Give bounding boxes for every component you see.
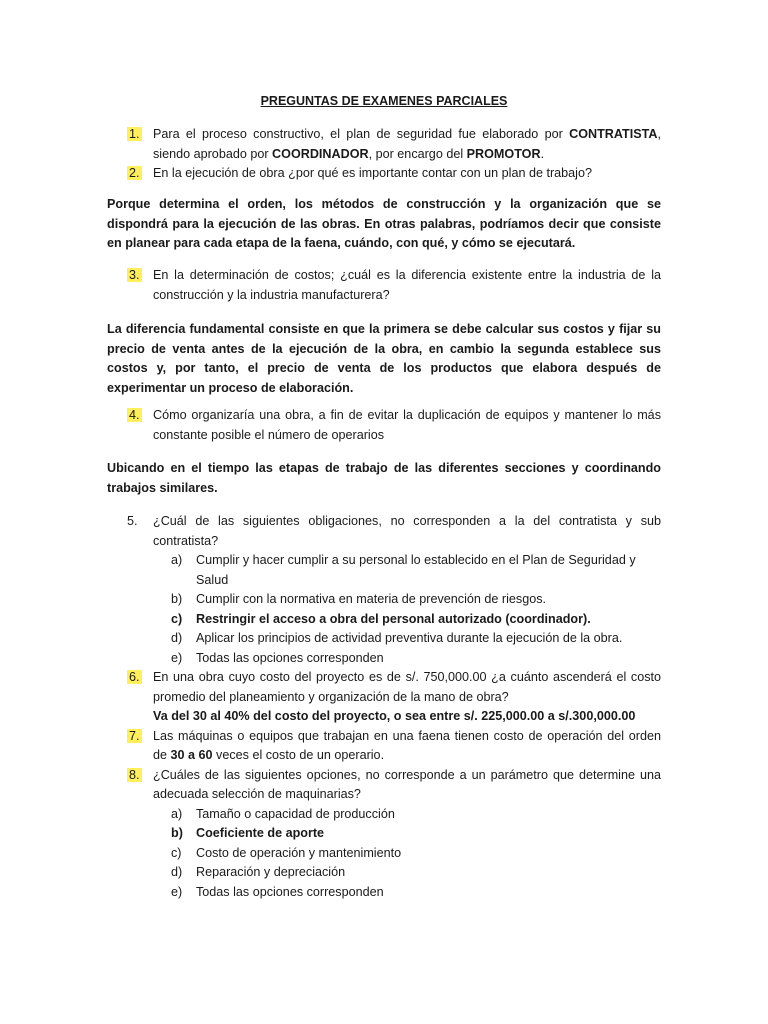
option-letter: b) [171,592,183,606]
question-number: 6. [129,670,140,684]
question-number: 1. [129,127,140,141]
option-a [171,551,661,590]
option-text: Restringir el acceso a obra del personal autorizado (coordinador). [196,611,591,626]
answer-3: La diferencia fundamental consiste en que la primera se debe calcular sus costos y fijar su precio de venta antes de la ejecución de la obra, en cambio la segunda establece sus costos y, por tanto, el precio de venta de los productos que elabora después de experimentar un proceso de elaboración. [107,322,661,395]
option-letter: a) [171,553,183,567]
question-text: , por encargo del [368,146,467,161]
question-text: En una obra cuyo costo del proyecto es de s/. 750,000.00 ¿a cuánto ascenderá el costo promedio del planeamiento y organización de la mano de obra? [153,670,661,704]
bold-term: 30 a 60 [170,748,213,762]
option-text: Reparación y depreciación [196,865,346,879]
question-text: . [540,146,545,161]
document-title: PREGUNTAS DE EXAMENES PARCIALES [260,94,508,108]
answer-2: Porque determina el orden, los métodos de construcción y la organización que se dispondrá para la ejecución de las obras. En otras palabras, podríamos decir que consiste en planear para cada etapa de la faena, cuándo, con qué, y cómo se ejecutará. [107,197,661,250]
question-2 [107,164,661,184]
question-number: 2. [129,166,140,180]
option-b [171,590,661,610]
option-c [171,844,661,864]
option-letter: e) [171,884,183,899]
option-letter: c) [171,611,183,626]
option-text: Tamaño o capacidad de producción [196,806,395,821]
question-text: Las máquinas o equipos que trabajan en una faena tienen costo de operación del orden de [153,728,661,762]
options-list [107,805,661,903]
question-text: Para el proceso constructivo, el plan de seguridad fue elaborado por [153,127,570,141]
question-text: Cómo organizaría una obra, a fin de evitar la duplicación de equipos y mantener lo más constante posible el número de operarios [153,408,661,442]
option-e [171,649,661,669]
option-e [171,883,661,903]
option-letter: e) [171,650,183,665]
option-text: Aplicar los principios de actividad preventiva durante la ejecución de la obra. [196,631,623,645]
question-text: veces el costo de un operario. [212,748,385,762]
option-b [171,824,661,844]
option-c [171,610,661,630]
option-text: Todas las opciones corresponden [196,884,384,899]
question-4 [107,406,661,445]
question-text: ¿Cuál de las siguientes obligaciones, no corresponden a la del contratista y sub contratista? [153,514,661,548]
answer-6: Va del 30 al 40% del costo del proyecto, o sea entre s/. 225,000.00 a s/.300,000.00 [153,709,636,723]
question-5 [107,512,661,902]
option-text: Coeficiente de aporte [196,826,325,840]
option-text: Todas las opciones corresponden [196,650,384,665]
question-text: En la determinación de costos; ¿cuál es la diferencia existente entre la industria de la construcción y la industria manufacturera? [153,268,661,302]
option-d [171,863,661,883]
option-text: Cumplir con la normativa en materia de prevención de riesgos. [196,592,546,606]
question-7 [107,727,661,766]
question-text: , siendo aprobado por [153,127,661,161]
bold-term: PROMOTOR [466,146,541,161]
option-letter: a) [171,806,183,821]
question-text: En la ejecución de obra ¿por qué es importante contar con un plan de trabajo? [153,166,592,180]
option-letter: c) [171,845,182,860]
question-number: 3. [129,268,140,282]
bold-term: COORDINADOR [272,146,369,161]
question-number: 8. [129,767,140,782]
options-list [107,551,661,668]
bold-term: CONTRATISTA [569,127,658,141]
answer-4: Ubicando en el tiempo las etapas de trabajo de las diferentes secciones y coordinando trabajos similares. [107,461,661,495]
question-8 [107,766,661,805]
question-text: ¿Cuáles de las siguientes opciones, no corresponde a un parámetro que determine una adecuada selección de maquinarias? [153,767,661,801]
option-text: Costo de operación y mantenimiento [196,845,402,860]
option-a [171,805,661,825]
option-letter: d) [171,631,183,645]
question-number: 5. [127,514,138,528]
option-letter: d) [171,865,183,879]
question-number: 4. [129,408,140,422]
option-text: Cumplir y hacer cumplir a su personal lo establecido en el Plan de Seguridad y Salud [196,553,636,587]
question-1 [107,125,661,184]
option-d [171,629,661,649]
question-number: 7. [129,728,140,743]
option-letter: b) [171,826,183,840]
question-6 [107,668,661,707]
question-3 [107,266,661,305]
